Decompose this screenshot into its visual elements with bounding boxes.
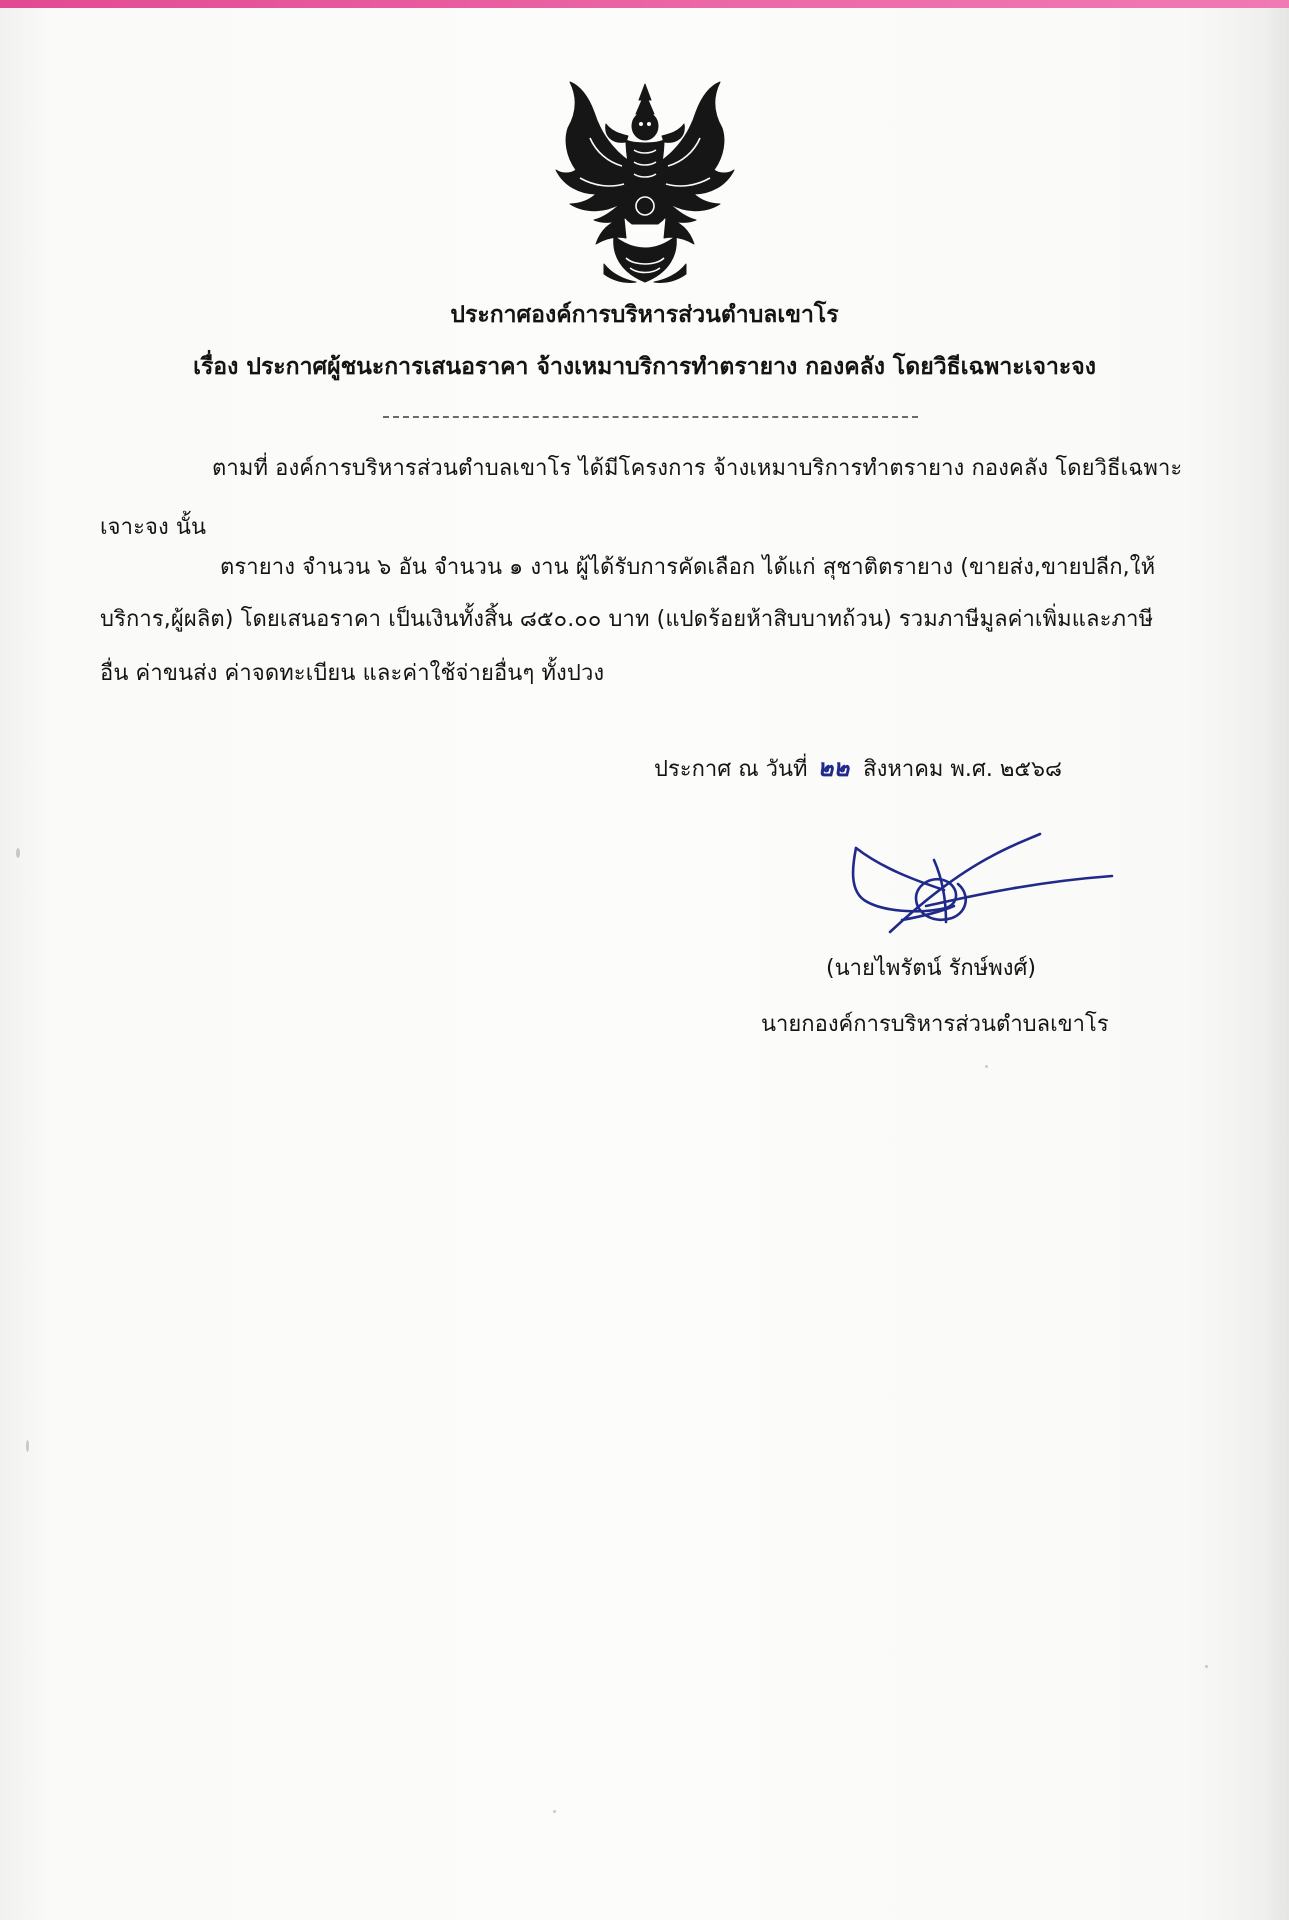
scan-speck xyxy=(16,848,20,858)
date-prefix: ประกาศ ณ วันที่ xyxy=(654,757,808,782)
garuda-emblem-icon xyxy=(550,78,740,286)
paragraph-2-line-2: บริการ,ผู้ผลิต) โดยเสนอราคา เป็นเงินทั้งสิ้น ๘๕๐.๐๐ บาท (แปดร้อยห้าสิบบาทถ้วน) รวมภาษีมูลค่าเพิ่มและภาษี xyxy=(100,607,1154,632)
document-subject: เรื่อง ประกาศผู้ชนะการเสนอราคา จ้างเหมาบริการทำตรายาง กองคลัง โดยวิธีเฉพาะเจาะจง xyxy=(193,354,1096,380)
paragraph-1-line-1: ตามที่ องค์การบริหารส่วนตำบลเขาโร ได้มีโครงการ จ้างเหมาบริการทำตรายาง กองคลัง โดยวิธีเฉพาะ xyxy=(212,456,1183,481)
announcement-date xyxy=(654,748,1062,787)
signer-position: นายกองค์การบริหารส่วนตำบลเขาโร xyxy=(761,1012,1109,1037)
scan-speck xyxy=(985,1065,988,1068)
date-day: ๒๒ xyxy=(817,754,850,782)
paragraph-1-line-2: เจาะจง นั้น xyxy=(100,515,207,540)
scan-speck xyxy=(553,1810,556,1813)
dashed-divider xyxy=(383,416,918,418)
document-title: ประกาศองค์การบริหารส่วนตำบลเขาโร xyxy=(450,302,839,328)
paragraph-2-line-1: ตรายาง จำนวน ๖ อัน จำนวน ๑ งาน ผู้ได้รับการคัดเลือก ได้แก่ สุชาติตรายาง (ขายส่ง,ขายปลีก,ให้ xyxy=(220,555,1156,580)
paragraph-2-line-3: อื่น ค่าขนส่ง ค่าจดทะเบียน และค่าใช้จ่ายอื่นๆ ทั้งปวง xyxy=(100,661,605,686)
handwritten-signature xyxy=(842,820,1120,940)
top-color-band xyxy=(0,0,1289,8)
scan-speck xyxy=(26,1440,29,1452)
scan-speck xyxy=(1205,1665,1208,1668)
date-month-year: สิงหาคม พ.ศ. ๒๕๖๘ xyxy=(863,757,1062,782)
signer-name: (นายไพรัตน์ รักษ์พงศ์) xyxy=(826,956,1036,981)
page-edge-shadow xyxy=(1265,8,1289,1920)
